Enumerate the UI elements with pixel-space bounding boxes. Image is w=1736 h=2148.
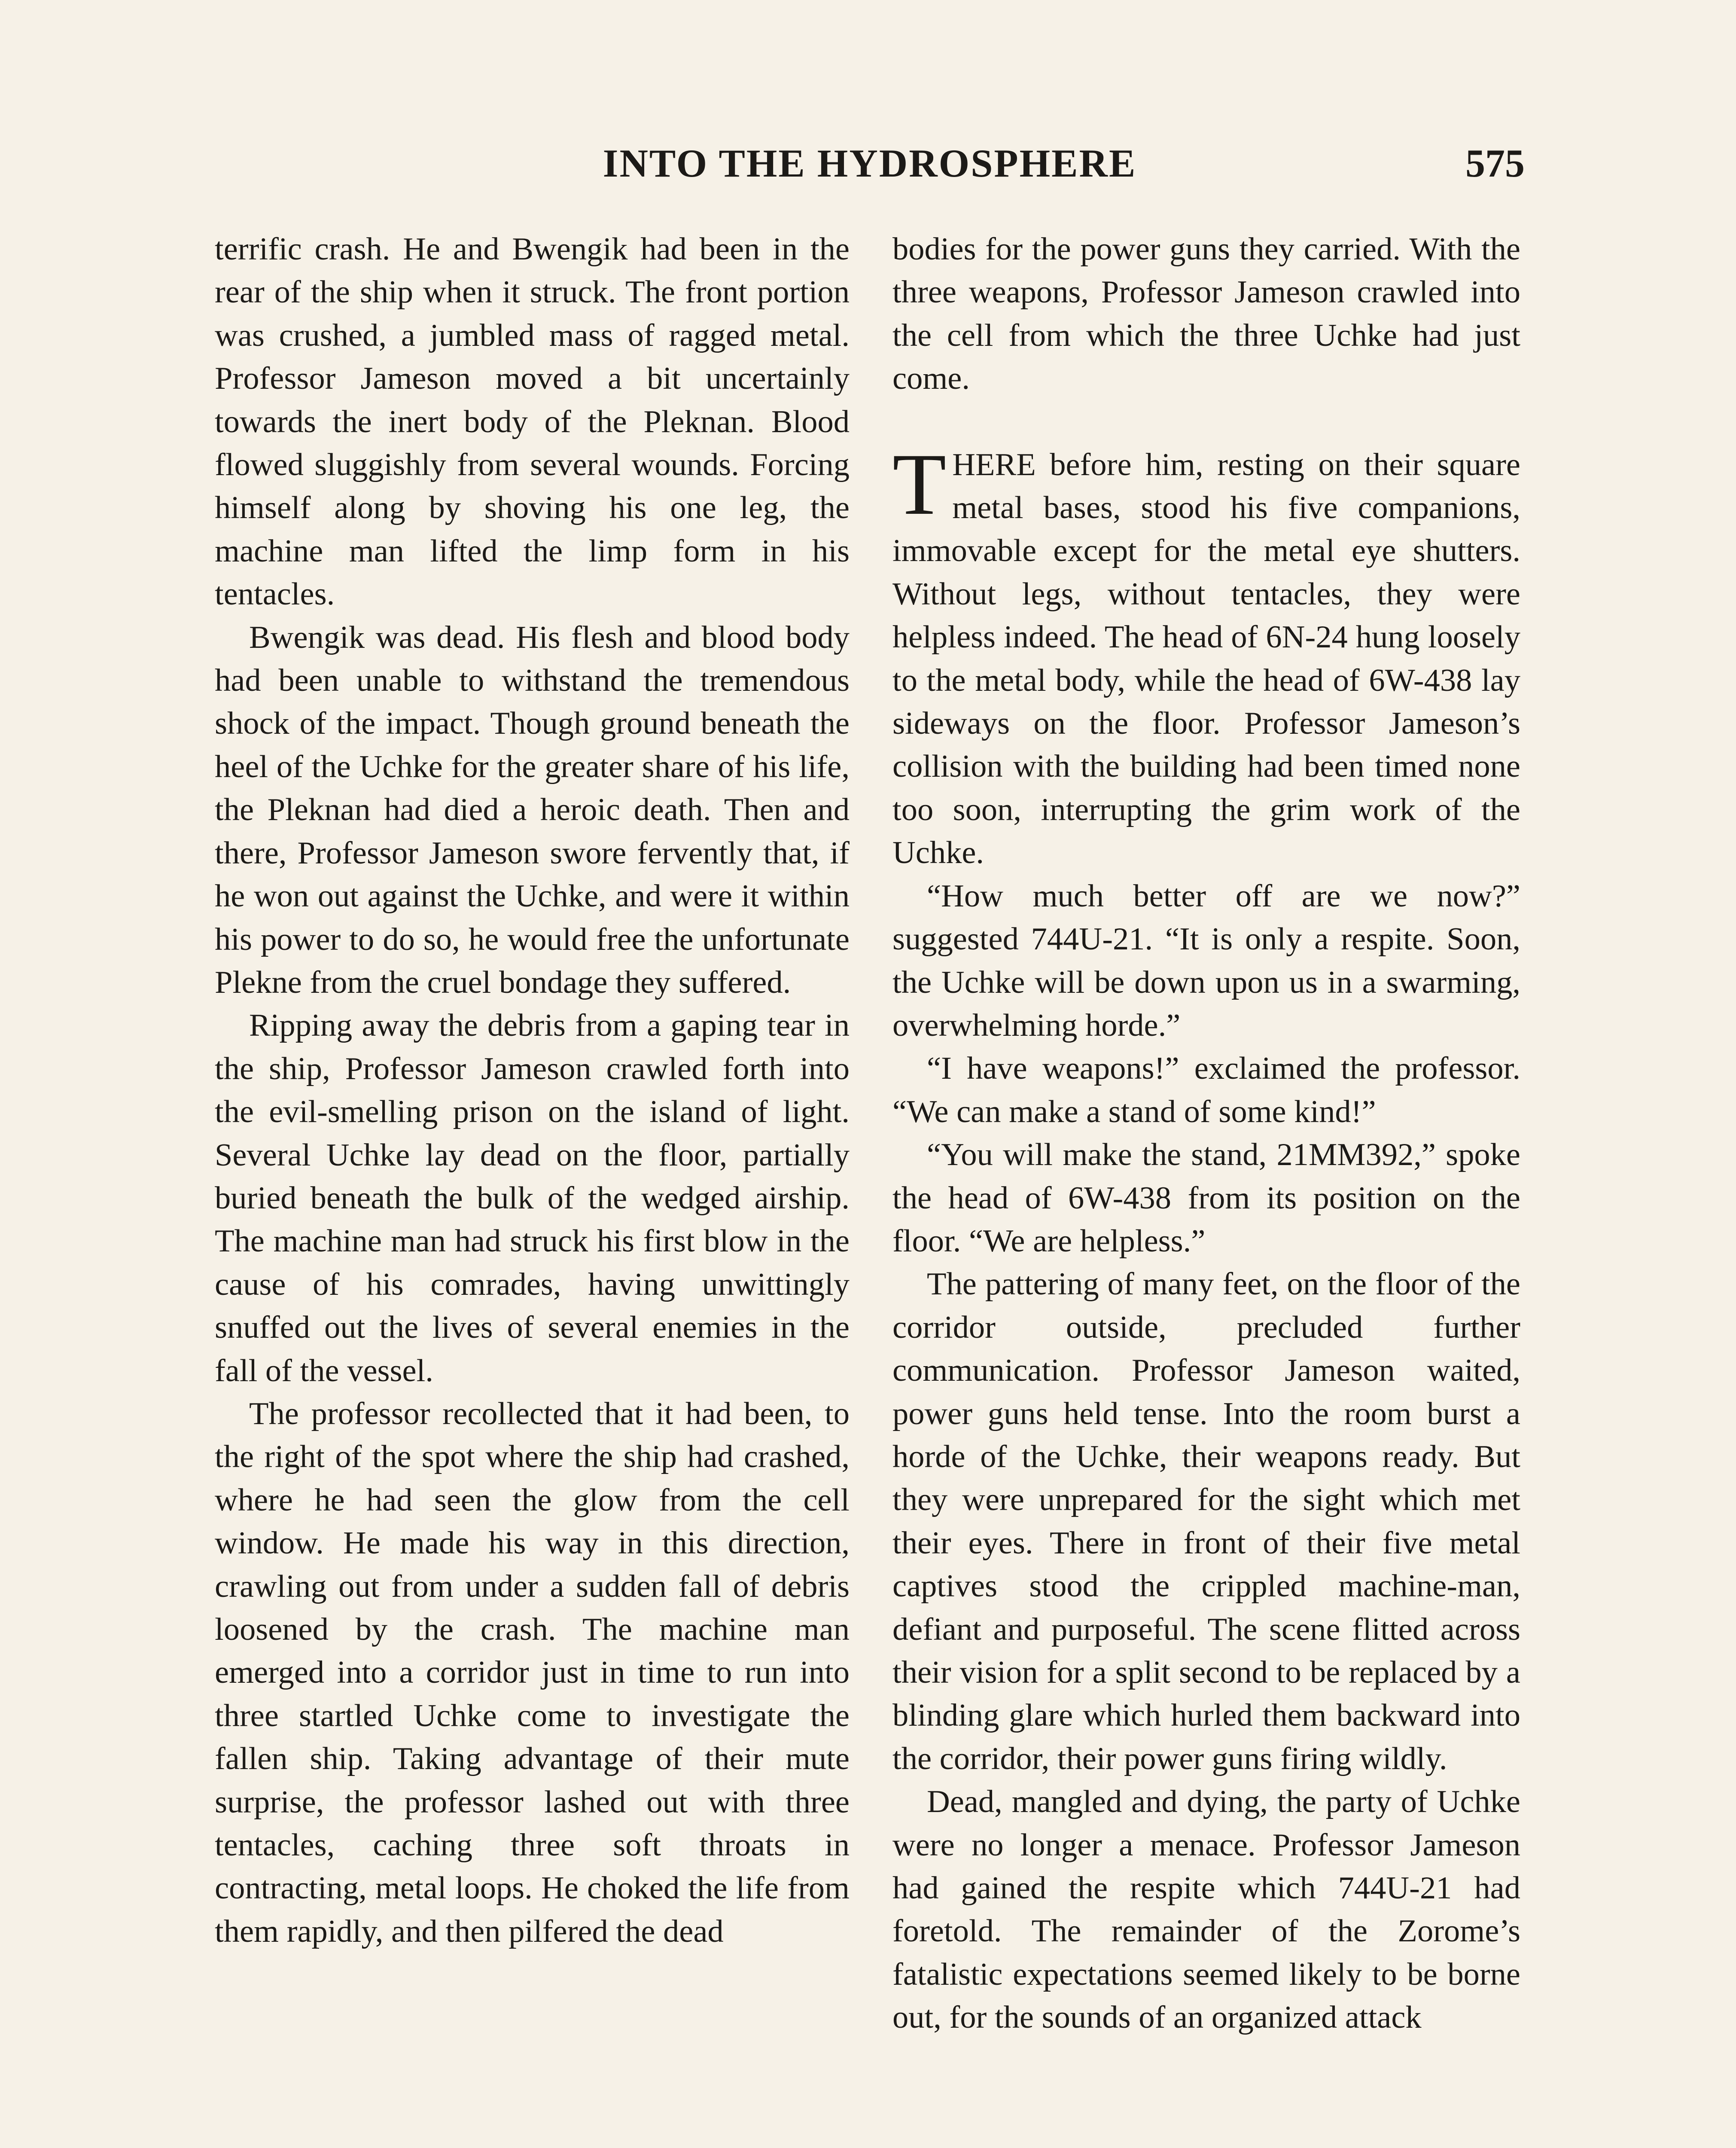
paragraph: “How much better off are we now?” suggested 744U-21. “It is only a respite. Soon, the Uchke will be down upon us in a swarming, overwhelming horde.” — [892, 878, 1520, 1043]
paragraph: bodies for the power guns they carried. With the three weapons, Professor Jameson crawled into the cell from which the three Uchke had just come. — [892, 232, 1520, 397]
running-title: INTO THE HYDROSPHERE — [603, 141, 1137, 185]
paragraph: The pattering of many feet, on the floor of the corridor outside, precluded further communication. Professor Jameson waited, power guns held tense. Into the room burst a horde of the Uchke, their weapons ready. But they were unprepared for the sight which met their eyes. There in front of their five metal captives stood the crippled machine-man, defiant and purposeful. The scene flitted across their vision for a split second to be replaced by a blinding glare which hurled them backward into the corridor, their power guns firing wildly. — [892, 1266, 1520, 1776]
paragraph: “You will make the stand, 21MM392,” spoke the head of 6W-438 from its position on the floor. “We are helpless.” — [892, 1137, 1520, 1259]
paragraph: Bwengik was dead. His flesh and blood body had been unable to withstand the tremendous shock of the impact. Though ground beneath the heel of the Uchke for the greater share of his life, the Pleknan had died a heroic death. Then and there, Professor Jameson swore fervently that, if he won out against the Uchke, and were it within his power to do so, he would free the unfortunate Plekne from the cruel bondage they suffered. — [215, 619, 850, 1000]
page-number: 575 — [1465, 141, 1525, 185]
section-opening-paragraph — [892, 435, 1520, 875]
drop-cap: T — [892, 435, 947, 533]
right-column — [892, 228, 1520, 2039]
paragraph: “I have weapons!” exclaimed the professor. “We can make a stand of some kind!” — [892, 1051, 1520, 1129]
paragraph: Dead, mangled and dying, the party of Uchke were no longer a menace. Professor Jameson had gained the respite which 744U-21 had foretold. The remainder of the Zorome’s fatalistic expectations seemed likely to be borne out, for the sounds of an organized attack — [892, 1784, 1520, 2035]
page-header — [215, 135, 1525, 191]
paragraph: Ripping away the debris from a gaping tear in the ship, Professor Jameson crawled forth into the evil-smelling prison on the island of light. Several Uchke lay dead on the floor, partially buried beneath the bulk of the wedged airship. The machine man had struck his first blow in the cause of his comrades, having unwittingly snuffed out the lives of several enemies in the fall of the vessel. — [215, 1008, 850, 1388]
paragraph: The professor recollected that it had been, to the right of the spot where the ship had crashed, where he had seen the glow from the cell window. He made his way in this direction, crawling out from under a sudden fall of debris loosened by the crash. The machine man emerged into a corridor just in time to run into three startled Uchke come to investigate the fallen ship. Taking advantage of their mute surprise, the professor lashed out with three tentacles, caching three soft throats in contracting, metal loops. He choked the life from them rapidly, and then pilfered the dead — [215, 1396, 850, 1949]
paragraph: terrific crash. He and Bwengik had been in the rear of the ship when it struck. The front portion was crushed, a jumbled mass of ragged metal. Professor Jameson moved a bit uncertainly towards the inert body of the Pleknan. Blood flowed sluggishly from several wounds. Forcing himself along by shoving his one leg, the machine man lifted the limp form in his tentacles. — [215, 232, 850, 612]
section-opening-text: HERE before him, resting on their square metal bases, stood his five companions, immovable except for the metal eye shutters. Without legs, without tentacles, they were helpless indeed. The head of 6N-24 hung loosely to the metal body, while the head of 6W-438 lay sideways on the floor. Professor Jameson’s collision with the building had been timed none too soon, interrupting the grim work of the Uchke. — [892, 447, 1520, 871]
left-column — [215, 228, 850, 1953]
